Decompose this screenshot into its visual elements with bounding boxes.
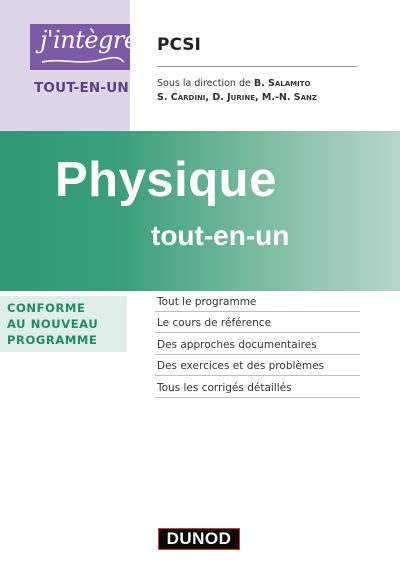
direction-prefix: Sous la direction de — [157, 78, 254, 89]
feature-text: Tout le programme — [157, 295, 257, 308]
logo-swash-icon — [40, 56, 126, 66]
feature-item — [155, 312, 360, 334]
series-label: TOUT-EN-UN — [34, 80, 129, 96]
feature-item — [155, 376, 360, 398]
feature-list — [155, 290, 360, 398]
publisher-logo — [158, 528, 240, 550]
feature-text: Des exercices et des problèmes — [157, 360, 325, 372]
conform-badge — [0, 296, 127, 352]
header-rule — [157, 66, 357, 67]
director-name: B. Salamito — [253, 78, 311, 89]
feature-item — [155, 333, 360, 355]
book-subtitle: tout-en-un — [151, 220, 290, 251]
series-logo-text: j'intègre — [40, 26, 138, 54]
book-title: Physique — [55, 153, 277, 207]
feature-text: Tous les corrigés détaillés — [157, 381, 292, 394]
feature-item — [155, 290, 360, 312]
publisher-name: DUNOD — [166, 529, 232, 548]
conform-line-2: AU NOUVEAU — [7, 317, 99, 331]
direction-line-1 — [157, 78, 310, 89]
feature-item — [155, 355, 360, 377]
feature-text: Le cours de référence — [157, 317, 272, 329]
direction-line-2: S. Cardini, D. Jurine, M.-N. Sanz — [157, 92, 317, 103]
conform-line-1: CONFORME — [7, 301, 86, 315]
conform-line-3: PROGRAMME — [7, 333, 98, 347]
feature-text: Des approches documentaires — [157, 338, 317, 351]
level-label: PCSI — [157, 35, 201, 55]
